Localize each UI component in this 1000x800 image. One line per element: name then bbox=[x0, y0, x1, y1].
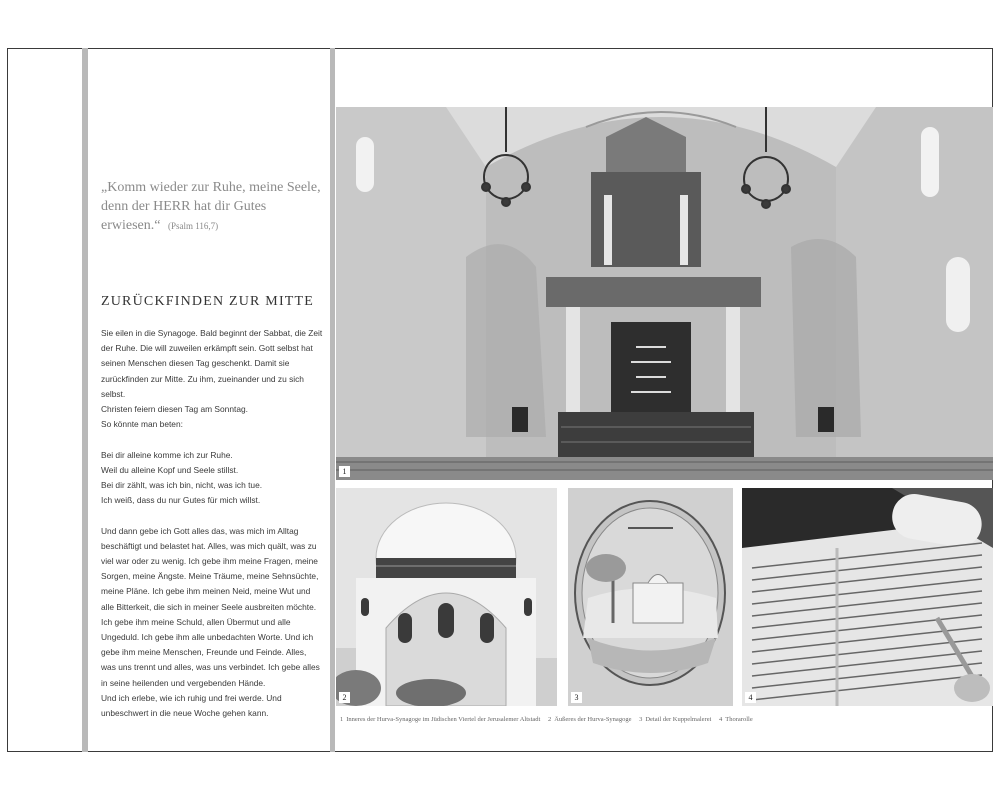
photo-number-1: 1 bbox=[339, 466, 350, 477]
torah-scroll-photo bbox=[742, 488, 993, 706]
prayer-line: Ich weiß, dass du nur Gutes für mich willst. bbox=[101, 495, 261, 506]
photo-number-2: 2 bbox=[339, 692, 350, 703]
synagogue-interior-photo bbox=[336, 107, 993, 480]
paragraph: So könnte man beten: bbox=[101, 419, 183, 430]
caption-3: 3 Detail der Kuppelmalerei bbox=[639, 716, 712, 723]
photo-number-3: 3 bbox=[571, 692, 582, 703]
epigraph-quote bbox=[101, 178, 321, 236]
column-divider-bar bbox=[330, 48, 335, 752]
photo-captions bbox=[340, 716, 990, 723]
body-text bbox=[101, 326, 323, 721]
paragraph: Und ich erlebe, wie ich ruhig und frei werde. Und unbeschwert in die neue Woche gehen kann. bbox=[101, 692, 282, 719]
prayer-line: Weil du alleine Kopf und Seele stillst. bbox=[101, 464, 239, 475]
prayer-line: Bei dir alleine komme ich zur Ruhe. bbox=[101, 449, 233, 460]
section-heading: ZURÜCKFINDEN ZUR MITTE bbox=[101, 294, 315, 309]
quote-source: (Psalm 116,7) bbox=[167, 221, 219, 231]
prayer-line: Bei dir zählt, was ich bin, nicht, was ich tue. bbox=[101, 480, 263, 491]
photo-number-4: 4 bbox=[745, 692, 756, 703]
left-margin-bar bbox=[82, 48, 88, 752]
quote-text: „Komm wieder zur Ruhe, meine Seele, denn der HERR hat dir Gutes erwiesen.“ bbox=[101, 180, 321, 233]
synagogue-exterior-photo bbox=[336, 488, 557, 706]
paragraph: Christen feiern diesen Tag am Sonntag. bbox=[101, 404, 248, 415]
paragraph: Sie eilen in die Synagoge. Bald beginnt der Sabbat, die Zeit der Ruhe. Die will zuweilen erkämpft sein. Gott selbst hat seinen Menschen diesen Tag geschenkt. Damit sie zurückfinden zur Mitte. Zu ihm, zueinander und zu sich selbst. bbox=[101, 328, 323, 399]
caption-1: 1 Inneres der Hurva-Synagoge im Jüdischen Viertel der Jerusalemer Altstadt bbox=[340, 716, 541, 723]
dome-painting-photo bbox=[568, 488, 733, 706]
paragraph: Und dann gebe ich Gott alles das, was mich im Alltag beschäftigt und belastet hat. Alles, was mich quält, was zu viel war oder zu wenig. Ich gebe ihm meine Fragen, meine Sorgen, meine Ängste. Meine Träume, meine Sehnsüchte, meine Pläne. Ich gebe ihm meinen Neid, meine Wut und alle Bitterkeit, die sich in meiner Seele ausbreiten möchte. Ich gebe ihm meine Schuld, allen Übermut und alle Ungeduld. Ich gebe ihm alle unbedachten Worte. Und ich gebe ihm meine Menschen, Freunde und Feinde. Alles, was uns trennt und alles, was uns verbindet. Ich gebe alles in seine heilenden und vergebenden Hände. bbox=[101, 525, 320, 688]
caption-4: 4 Thorarolle bbox=[719, 716, 753, 723]
caption-2: 2 Äußeres der Hurva-Synagoge bbox=[547, 716, 632, 723]
